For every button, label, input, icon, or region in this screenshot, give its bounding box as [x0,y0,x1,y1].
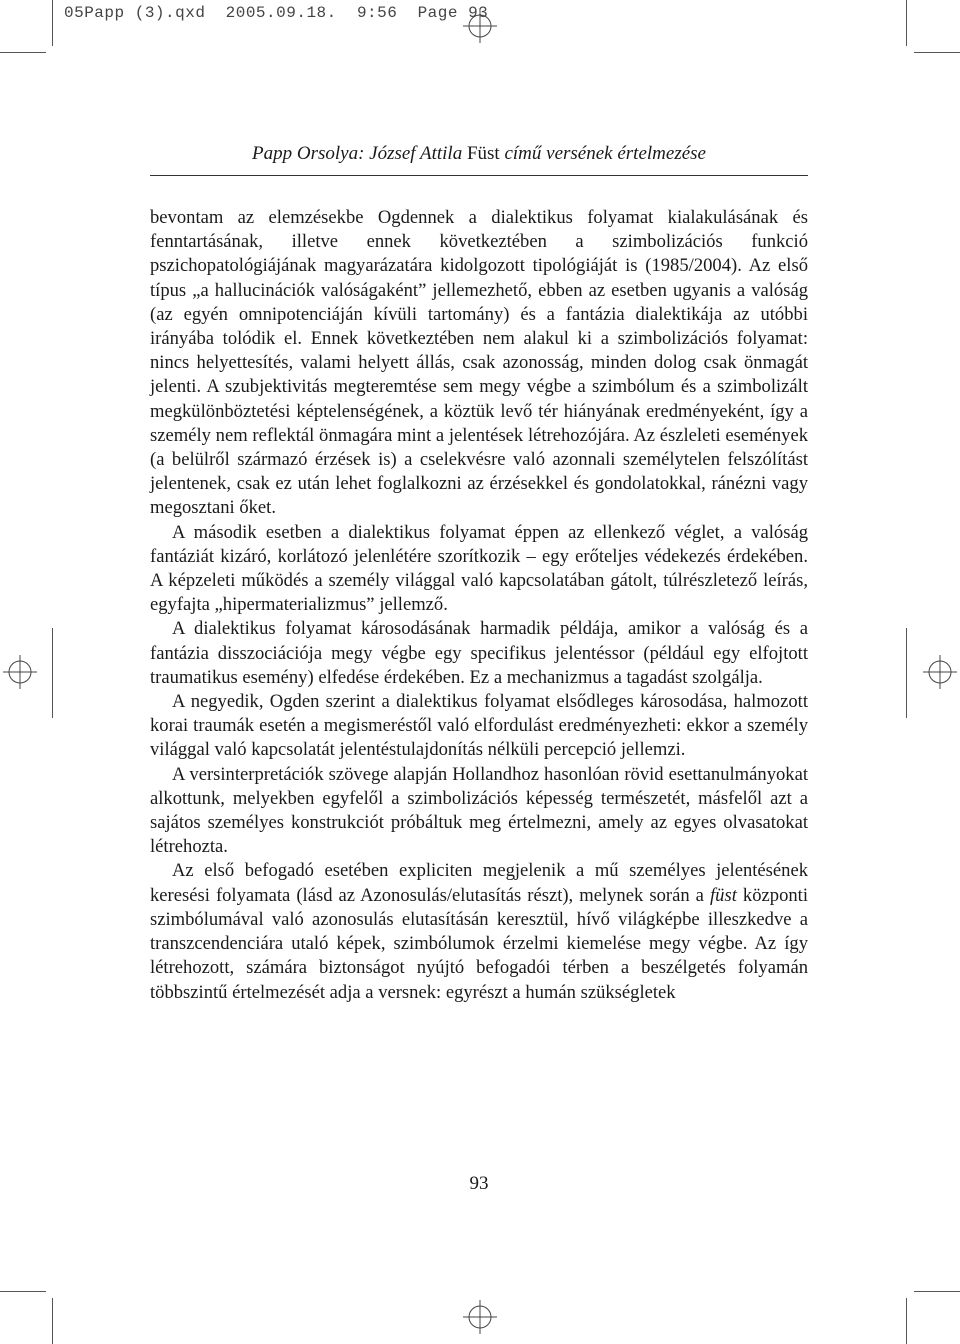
crop-mark [0,1291,46,1292]
crop-mark [906,1298,907,1344]
italic-term: füst [710,884,737,906]
paragraph: bevontam az elemzésekbe Ogdennek a dialektikus folyamat kialakulásának és fenntartásának, illetve ennek következtében a szimbolizációs funkció pszichopatológiájának magyarázatára kidolgozott tipológiáját is (1985/2004). Az első típus „a hallucinációk valóságaként” jellemezhető, ebben az esetben ugyanis a valóság (az egyén omnipotenciáján kívüli tartomány) és a fantázia dialektikája az utóbbi irányába tolódik el. Ennek következtében nem alakul ki a szimbolizációs folyamat: nincs helyettesítés, valami helyett állás, csak azonosság, minden dolog csak önmagát jelenti. A szubjektivitás megteremtése sem megy végbe a szimbólum és a szimbolizált megkülönböztetési képtelenségének, a köztük levő tér hiányának eredményeként, így a személy nem reflektál önmagára mint a jelentések létrehozójára. Az észleleti események (a belülről származó érzések is) a cselekvésre való azonnali személytelen felszólítást jelentenek, csak ez után lehet foglalkozni az érzésekkel és gondolatokkal, ránézni vagy megosztani őket. [150,207,808,519]
crop-mark [914,52,960,53]
header-title-rest: című versének értelmezése [499,143,706,164]
page-number: 93 [469,1173,489,1194]
crop-mark [52,1298,53,1344]
crop-mark [906,628,907,718]
paragraph: A dialektikus folyamat károsodásának harmadik példája, amikor a valóság és a fantázia disszociációja megy végbe egy specifikus jelentéssor (például egy elfojtott traumatikus esemény) elfedése érdekében. Ez a mechanizmus a tagadást szolgálja. [150,618,808,688]
running-header [150,143,808,165]
slug-filename: 05Papp (3).qxd [64,4,206,22]
crop-mark [906,0,907,46]
crop-mark [52,0,53,46]
registration-mark-icon [463,9,497,43]
registration-mark-icon [463,1300,497,1334]
paragraph: A második esetben a dialektikus folyamat éppen az ellenkező véglet, a valóság fantáziát kizáró, korlátozó jelenlétére szorítkozik – egy erőteljes védekezés érdekében. A képzeleti működés a személy világgal való kapcsolatában gátolt, túlrészletező leírás, egyfajta „hipermaterializmus” jellemző. [150,521,808,616]
paragraph [150,859,808,1004]
paragraph: A negyedik, Ogden szerint a dialektikus folyamat elsődleges károsodása, halmozott korai traumák esetén a megismeréstől való elfordulást eredményezheti: ekkor a személy világgal való kapcsolatát jelentéstulajdonítás nélküli percepció jellemzi. [150,691,808,761]
slug-page-label: Page 93 [417,4,489,22]
header-rule [150,175,808,176]
registration-mark-icon [3,655,37,689]
crop-mark [52,628,53,718]
paragraph-part: Az első befogadó esetében expliciten megjelenik a mű személyes jelentésének keresési folyamata (lásd az Azonosulás/elutasítás részt), melynek során a [150,860,808,906]
body-text [150,206,808,1005]
registration-mark-icon [923,655,957,689]
header-poem-title: Füst [466,143,500,164]
slug-datetime: 2005.09.18. 9:56 [225,4,398,22]
header-author-title: Papp Orsolya: József Attila [252,143,467,164]
paragraph-part: központi szimbólumával való azonosulás elutasításán keresztül, hívő világképbe illeszkedve a transzcendenciára utaló képek, szimbólumok érzelmi kiemelése megy végbe. Az így létrehozott, számára biztonságot nyújtó befogadói térben a beszélgetés folyamán többszintű értelmezését adja a versnek: egyrészt a humán szükségletek [150,884,809,1003]
print-slug [64,4,488,22]
crop-mark [0,52,46,53]
paragraph: A versinterpretációk szövege alapján Hollandhoz hasonlóan rövid esettanulmányokat alkottunk, melyekben egyfelől a szimbolizációs képesség természetét, másfelől azt a sajátos személyes konstrukciót próbáltuk meg értelmezni, amely az egyes olvasatokat létrehozta. [150,763,808,858]
crop-mark [914,1291,960,1292]
